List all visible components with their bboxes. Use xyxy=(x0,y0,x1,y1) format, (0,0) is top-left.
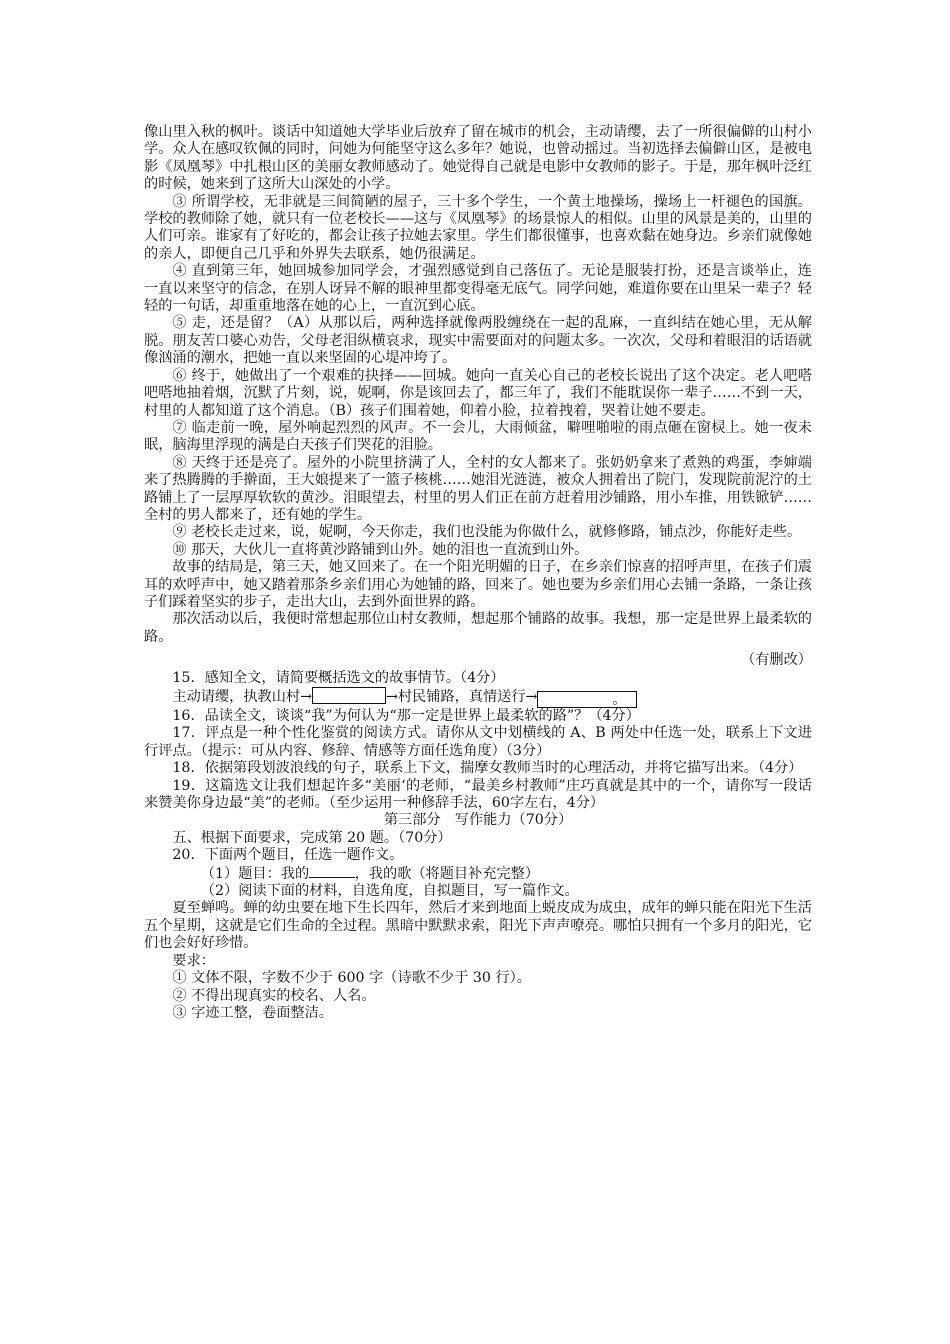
question-16: 16．品读全文，谈谈“我”为何认为“那一定是世界上最柔软的路”？（4分） xyxy=(172,708,640,724)
story-closing-paragraph: 那次活动以后，我便时常想起那位山村女教师，想起那个铺路的故事。我想，那一定是世界上最柔软的路。 xyxy=(144,611,812,645)
story-paragraph-intro: 像山里入秋的枫叶。谈话中知道她大学毕业后放弃了留在城市的机会，主动请缨，去了一所很偏僻的山村小学。众人在感叹钦佩的同时，问她为何能坚守这么多年？她说，也曾动摇过。当初选择去偏僻山区，是被电影《凤凰琴》中扎根山区的美丽女教师感动了。她觉得自己就是电影中女教师的影子。于是，那年枫叶泛红的时候，她来到了这所大山深处的小学。 xyxy=(144,124,812,193)
title-blank[interactable] xyxy=(309,865,354,878)
story-paragraph-6: ⑥ 终于，她做出了一个艰难的抉择——回城。她向一直关心自己的老校长说出了这个决定。老人吧嗒吧嗒地抽着烟，沉默了片刻，说，妮啊，你是该回去了，都三年了，我们不能耽误你一辈子……不到一天，村里的人都知道了这个消息。（B）孩子们围着她，仰着小脸，拉着拽着，哭着让她不要走。 xyxy=(144,367,812,419)
story-paragraph-5: ⑤ 走，还是留？（A）从那以后，两种选择就像两股缠绕在一起的乱麻，一直纠结在她心里，无从解脱。朋友苦口婆心劝告，父母老泪纵横哀求，现实中需要面对的问题太多。一次次，父母和着眼泪的话语就像汹涌的潮水，把她一直以来坚固的心堤冲垮了。 xyxy=(144,315,812,367)
question-15: 15．感知全文，请简要概括选文的故事情节。（4分） xyxy=(172,669,505,686)
answer-blank-2[interactable] xyxy=(537,691,637,708)
requirements-title: 要求： xyxy=(172,952,215,969)
story-paragraph-4: ④ 直到第三年，她回城参加同学会，才强烈感觉到自己落伍了。无论是服装打扮，还是言谈举止，连一直以来坚守的信念，在别人讶异不解的眼神里都变得毫无底气。同学问她，难道你要在山里呆一辈子？轻轻的一句话，却重重地落在她的心上，一直沉到心底。 xyxy=(144,263,812,315)
story-paragraph-7: ⑦ 临走前一晚，屋外响起烈烈的风声。不一会儿，大雨倾盆，噼哩啪啦的雨点砸在窗棂上。她一夜未眠，脑海里浮现的满是白天孩子们哭花的泪脸。 xyxy=(144,419,812,454)
source-note: （有删改） xyxy=(741,652,812,669)
essay-option-1 xyxy=(144,865,812,883)
story-paragraph-10: ⑩ 那天，大伙儿一直将黄沙路铺到山外。她的泪也一直流到山外。 xyxy=(172,541,589,558)
essay-material: 夏至蝉鸣。蝉的幼虫要在地下生长四年，然后才来到地面上蜕皮成为成虫，成年的蝉只能在阳光下生活五个星期，这就是它们生命的全过程。黑暗中默默求索，阳光下声声嘹亮。哪怕只拥有一个多月的阳光，它们也会好好珍惜。 xyxy=(144,900,812,952)
exam-page xyxy=(144,124,812,1022)
question-17: 17．评点是一种个性化鉴赏的阅读方式。请你从文中划横线的 A、B 两处中任选一处，联系上下文进行评点。（提示：可从内容、修辞、情感等方面任选角度）（3分） xyxy=(144,725,812,759)
writing-section-title: 第三部分 写作能力（70分） xyxy=(383,812,573,829)
answer-blank-2-period: 。 xyxy=(612,692,627,708)
writing-instruction: 五、根据下面要求，完成第 20 题。（70分） xyxy=(172,829,452,846)
story-paragraph-8: ⑧ 天终于还是亮了。屋外的小院里挤满了人，全村的女人都来了。张奶奶拿来了煮熟的鸡蛋，李婶端来了热腾腾的手擀面，王大娘提来了一篮子核桃……她泪光涟涟，被众人拥着出了院门，发现院前泥泞的土路铺上了一层厚厚软软的黄沙。泪眼望去，村里的男人们正在前方赶着用沙铺路，用小车推，用铁锨铲……全村的男人都来了，还有她的学生。 xyxy=(144,454,812,523)
question-20: 20．下面两个题目，任选一题作文。 xyxy=(172,847,404,864)
requirement-1: ① 文体不限，字数不少于 600 字（诗歌不少于 30 行）。 xyxy=(172,970,531,987)
question-18: 18．依据第段划波浪线的句子，联系上下文，揣摩女教师当时的心理活动，并将它描写出来。（4分） xyxy=(172,760,803,777)
essay-option-2: （2）阅读下面的材料，自选角度，自拟题目，写一篇作文。 xyxy=(200,883,579,900)
story-ending-paragraph: 故事的结局是，第三天，她又回来了。在一个阳光明媚的日子，在乡亲们惊喜的招呼声里，在孩子们震耳的欢呼声中，她又踏着那条乡亲们用心为她铺的路，回来了。她也要为乡亲们用心去铺一条路，一条让孩子们踩着坚实的步子，走出大山，去到外面世界的路。 xyxy=(144,559,812,610)
question-19: 19．这篇选文让我们想起许多“美丽‘的老师，“最美乡村教师”庄巧真就是其中的一个，请你写一段话来赞美你身边最“美”的老师。（至少运用一种修辞手法，60字左右，4分） xyxy=(144,777,812,812)
answer-part-1: 主动请缨，执教山村→ xyxy=(172,689,312,705)
story-paragraph-9: ⑨ 老校长走过来，说，妮啊，今天你走，我们也没能为你做什么，就修修路，铺点沙，你能好走些。 xyxy=(172,524,802,541)
requirement-3: ③ 字迹工整，卷面整洁。 xyxy=(172,1004,333,1021)
requirement-2: ② 不得出现真实的校名、人名。 xyxy=(172,987,376,1004)
question-15-answer-line xyxy=(144,687,812,708)
essay-option-1-suffix: ，我的歌（将题目补充完整） xyxy=(354,865,540,882)
answer-part-2: →村民铺路，真情送行→ xyxy=(385,689,538,705)
essay-option-1-prefix: （1）题目：我的 xyxy=(200,865,310,882)
answer-blank-1[interactable] xyxy=(312,687,386,704)
story-paragraph-3: ③ 所谓学校，无非就是三间简陋的屋子，三十多个学生，一个黄土地操场，操场上一杆褪色的国旗。学校的教师除了她，就只有一位老校长——这与《凤凰琴》的场景惊人的相似。山里的风景是美的，山里的人们可亲。谁家有了好吃的，都会让孩子拉她去家里。学生们都很懂事，也喜欢黏在她身边。乡亲们就像她的亲人，即便自己几乎和外界失去联系，她仍很满足。 xyxy=(144,193,812,262)
